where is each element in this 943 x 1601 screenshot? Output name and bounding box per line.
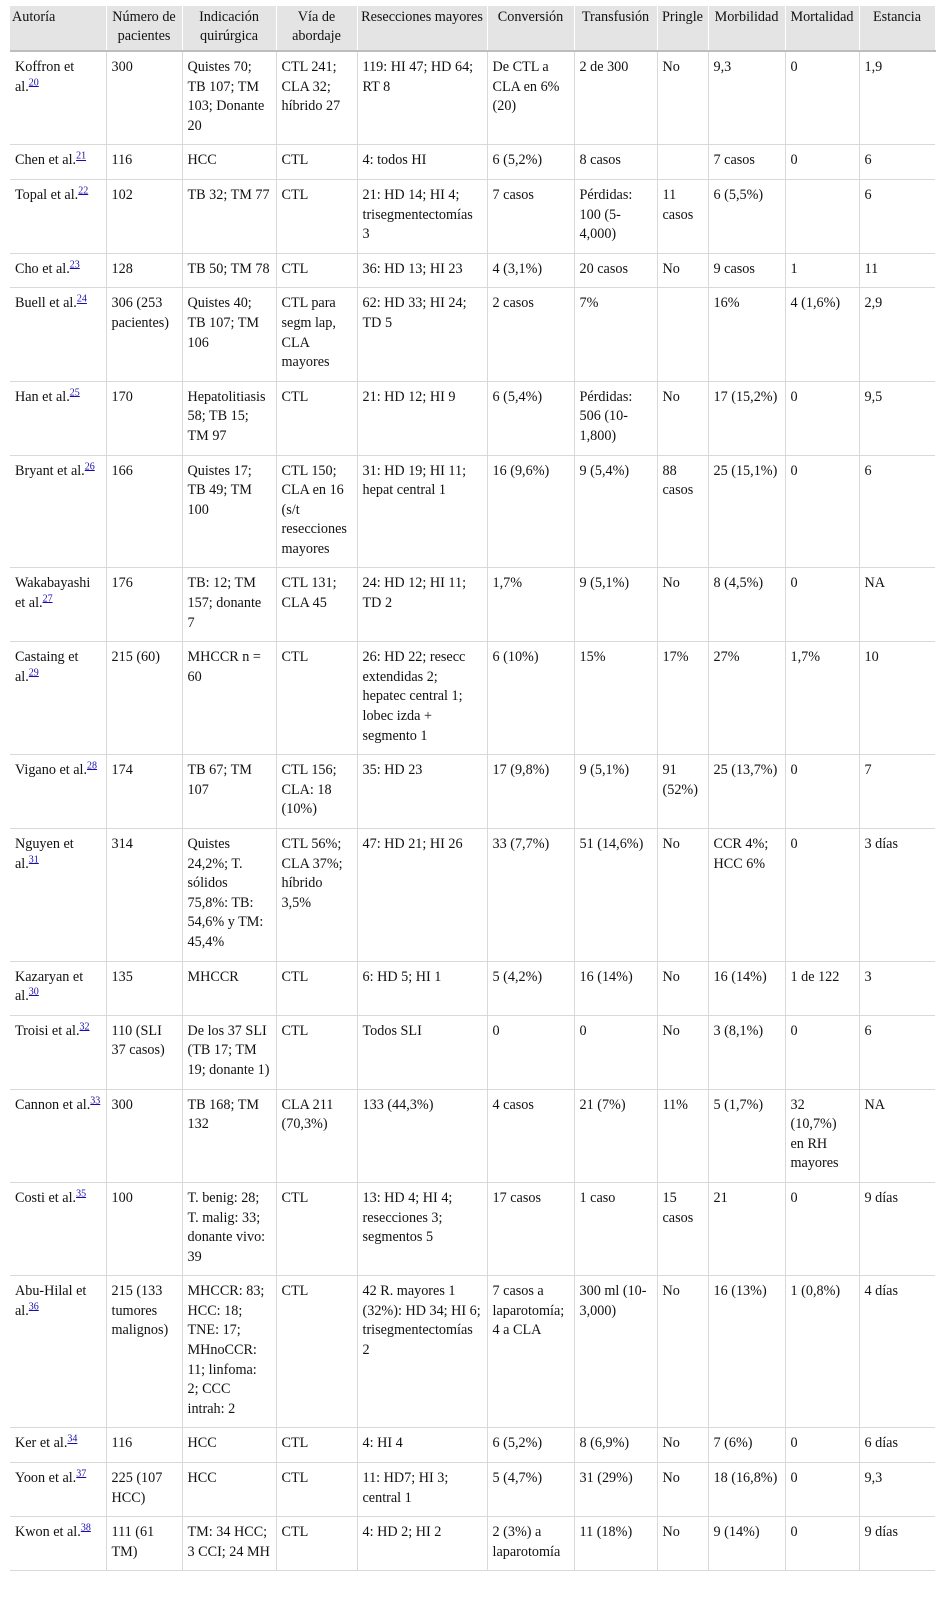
table-cell: No — [657, 1517, 708, 1571]
table-cell: 1,9 — [859, 51, 935, 145]
table-cell: 5 (4,2%) — [487, 961, 574, 1015]
table-cell: 6 — [859, 1015, 935, 1089]
table-cell: CTL para segm lap, CLA mayores — [276, 288, 357, 381]
table-cell: 2 de 300 — [574, 51, 657, 145]
table-cell: No — [657, 1463, 708, 1517]
table-cell: 7 (6%) — [708, 1428, 785, 1463]
table-cell: 11% — [657, 1089, 708, 1182]
table-cell: No — [657, 1276, 708, 1428]
author-cell — [10, 1463, 106, 1517]
table-cell: CTL — [276, 642, 357, 755]
table-cell: 9 (14%) — [708, 1517, 785, 1571]
table-cell: 88 casos — [657, 455, 708, 568]
table-cell: 21 — [708, 1182, 785, 1275]
table-cell: CTL — [276, 1463, 357, 1517]
table-cell: 36: HD 13; HI 23 — [357, 253, 487, 288]
table-cell: Todos SLI — [357, 1015, 487, 1089]
table-cell: 6 días — [859, 1428, 935, 1463]
table-cell: 47: HD 21; HI 26 — [357, 829, 487, 962]
table-cell: No — [657, 253, 708, 288]
table-row — [10, 253, 935, 288]
reference-link[interactable]: 37 — [76, 1468, 87, 1480]
table-cell: 91 (52%) — [657, 755, 708, 829]
table-cell: 5 (1,7%) — [708, 1089, 785, 1182]
table-cell: 13: HD 4; HI 4; resecciones 3; segmentos 5 — [357, 1182, 487, 1275]
table-cell: Quistes 17; TB 49; TM 100 — [182, 455, 276, 568]
author-name: Cho et al. — [15, 260, 70, 277]
table-cell: 6 (10%) — [487, 642, 574, 755]
table-cell: 6 (5,2%) — [487, 145, 574, 180]
table-cell: 1 (0,8%) — [785, 1276, 859, 1428]
table-cell: 1,7% — [487, 568, 574, 642]
author-cell — [10, 1428, 106, 1463]
table-cell: MHCCR — [182, 961, 276, 1015]
table-cell: No — [657, 51, 708, 145]
table-cell — [785, 179, 859, 253]
reference-link[interactable]: 21 — [76, 150, 87, 162]
author-name: Nguyen et al. — [15, 836, 74, 872]
table-cell: 0 — [785, 381, 859, 455]
table-cell: 21: HD 12; HI 9 — [357, 381, 487, 455]
table-cell: No — [657, 568, 708, 642]
table-cell: De los 37 SLI (TB 17; TM 19; donante 1) — [182, 1015, 276, 1089]
table-cell: 6 (5,2%) — [487, 1428, 574, 1463]
table-cell: 11 casos — [657, 179, 708, 253]
reference-link[interactable]: 35 — [76, 1188, 87, 1200]
table-cell: 0 — [487, 1015, 574, 1089]
author-cell — [10, 51, 106, 145]
author-name: Chen et al. — [15, 152, 77, 169]
author-cell — [10, 381, 106, 455]
author-cell — [10, 145, 106, 180]
table-cell: 1 de 122 — [785, 961, 859, 1015]
table-cell: CCR 4%; HCC 6% — [708, 829, 785, 962]
reference-link[interactable]: 29 — [28, 667, 39, 679]
table-row — [10, 961, 935, 1015]
author-name: Topal et al. — [15, 186, 79, 203]
table-cell: 133 (44,3%) — [357, 1089, 487, 1182]
table-cell: 4: todos HI — [357, 145, 487, 180]
table-cell: 33 (7,7%) — [487, 829, 574, 962]
table-row — [10, 51, 935, 145]
author-cell — [10, 829, 106, 962]
author-cell — [10, 755, 106, 829]
table-cell: 176 — [106, 568, 182, 642]
table-cell: 9 días — [859, 1517, 935, 1571]
table-cell: 5 (4,7%) — [487, 1463, 574, 1517]
table-row — [10, 1015, 935, 1089]
author-name: Wakabayashi et al. — [15, 575, 91, 612]
column-header: Autoría — [10, 6, 106, 51]
table-cell: 17 (15,2%) — [708, 381, 785, 455]
column-header: Indicación quirúrgica — [182, 6, 276, 51]
column-header: Vía de abordaje — [276, 6, 357, 51]
table-cell: 9 días — [859, 1182, 935, 1275]
table-cell: TB 32; TM 77 — [182, 179, 276, 253]
column-header: Estancia — [859, 6, 935, 51]
table-cell — [657, 288, 708, 381]
table-cell: 15 casos — [657, 1182, 708, 1275]
table-cell: 32 (10,7%) en RH mayores — [785, 1089, 859, 1182]
table-cell: 21: HD 14; HI 4; trisegmentectomías 3 — [357, 179, 487, 253]
table-cell: 31 (29%) — [574, 1463, 657, 1517]
table-cell: MHCCR n = 60 — [182, 642, 276, 755]
table-cell: 7 casos — [708, 145, 785, 180]
table-cell: 9 (5,1%) — [574, 755, 657, 829]
table-cell: 16 (14%) — [708, 961, 785, 1015]
column-header: Morbilidad — [708, 6, 785, 51]
author-name: Kazaryan et al. — [15, 968, 84, 1005]
table-cell: 2 casos — [487, 288, 574, 381]
reference-link[interactable]: 23 — [69, 259, 80, 271]
author-name: Ker et al. — [15, 1435, 68, 1452]
table-cell: 16 (9,6%) — [487, 455, 574, 568]
reference-link[interactable]: 20 — [28, 76, 39, 88]
table-cell: 4: HD 2; HI 2 — [357, 1517, 487, 1571]
table-cell: 18 (16,8%) — [708, 1463, 785, 1517]
reference-link[interactable]: 26 — [84, 460, 95, 472]
table-row — [10, 642, 935, 755]
table-cell: 0 — [785, 1015, 859, 1089]
table-cell: 0 — [785, 829, 859, 962]
table-cell: NA — [859, 1089, 935, 1182]
table-cell: Quistes 70; TB 107; TM 103; Donante 20 — [182, 51, 276, 145]
table-cell: 6 — [859, 179, 935, 253]
table-cell: 4 (1,6%) — [785, 288, 859, 381]
table-cell: 0 — [785, 1517, 859, 1571]
table-cell: TB 50; TM 78 — [182, 253, 276, 288]
table-cell: 11 (18%) — [574, 1517, 657, 1571]
table-row — [10, 455, 935, 568]
table-body — [10, 51, 935, 1571]
author-name: Han et al. — [15, 388, 70, 405]
table-cell: 0 — [785, 145, 859, 180]
table-cell: 116 — [106, 145, 182, 180]
table-cell: 0 — [785, 755, 859, 829]
table-cell: TB: 12; TM 157; donante 7 — [182, 568, 276, 642]
author-name: Cannon et al. — [15, 1096, 91, 1113]
table-cell: 9 (5,1%) — [574, 568, 657, 642]
table-header — [10, 6, 935, 51]
table-cell: CTL — [276, 145, 357, 180]
table-cell: 9,5 — [859, 381, 935, 455]
table-cell: 8 (6,9%) — [574, 1428, 657, 1463]
table-cell: 0 — [574, 1015, 657, 1089]
table-row — [10, 179, 935, 253]
table-row — [10, 1089, 935, 1182]
author-name: Costi et al. — [15, 1189, 77, 1206]
column-header: Resecciones mayores — [357, 6, 487, 51]
table-cell: 15% — [574, 642, 657, 755]
author-name: Bryant et al. — [15, 462, 85, 479]
reference-link[interactable]: 25 — [69, 386, 80, 398]
table-row — [10, 1517, 935, 1571]
column-header: Conversión — [487, 6, 574, 51]
table-cell: 17% — [657, 642, 708, 755]
table-row — [10, 829, 935, 962]
table-cell: 300 ml (10-3,000) — [574, 1276, 657, 1428]
table-cell: 300 — [106, 1089, 182, 1182]
table-cell: 0 — [785, 51, 859, 145]
table-cell: 9 casos — [708, 253, 785, 288]
reference-link[interactable]: 31 — [28, 853, 39, 865]
table-cell: Quistes 40; TB 107; TM 106 — [182, 288, 276, 381]
table-row — [10, 145, 935, 180]
table-row — [10, 1276, 935, 1428]
table-cell: CTL — [276, 1182, 357, 1275]
table-cell: CTL 150; CLA en 16 (s/t resecciones mayores — [276, 455, 357, 568]
table-cell: 8 casos — [574, 145, 657, 180]
table-cell: 102 — [106, 179, 182, 253]
author-name: Yoon et al. — [15, 1470, 77, 1487]
author-cell — [10, 961, 106, 1015]
table-cell: CLA 211 (70,3%) — [276, 1089, 357, 1182]
table-cell: 1 — [785, 253, 859, 288]
table-cell: TB 168; TM 132 — [182, 1089, 276, 1182]
table-cell: 166 — [106, 455, 182, 568]
table-cell: 0 — [785, 455, 859, 568]
table-cell: MHCCR: 83; HCC: 18; TNE: 17; MHnoCCR: 11; linfoma: 2; CCC intrah: 2 — [182, 1276, 276, 1428]
table-cell: CTL — [276, 1015, 357, 1089]
author-cell — [10, 1089, 106, 1182]
author-cell — [10, 1517, 106, 1571]
table-cell: No — [657, 381, 708, 455]
table-cell: De CTL a CLA en 6% (20) — [487, 51, 574, 145]
table-row — [10, 1463, 935, 1517]
table-cell: 1,7% — [785, 642, 859, 755]
table-cell: Quistes 24,2%; T. sólidos 75,8%: TB: 54,6% y TM: 45,4% — [182, 829, 276, 962]
reference-link[interactable]: 24 — [76, 293, 87, 305]
author-cell — [10, 642, 106, 755]
table-cell: 7 casos — [487, 179, 574, 253]
table-cell: T. benig: 28; T. malig: 33; donante vivo: 39 — [182, 1182, 276, 1275]
table-cell: 21 (7%) — [574, 1089, 657, 1182]
table-cell: 0 — [785, 1428, 859, 1463]
table-cell: 16% — [708, 288, 785, 381]
author-name: Buell et al. — [15, 295, 77, 312]
table-cell: 16 (13%) — [708, 1276, 785, 1428]
table-cell: 6 (5,5%) — [708, 179, 785, 253]
reference-link[interactable]: 28 — [87, 760, 98, 772]
table-cell: Hepatolitiasis 58; TB 15; TM 97 — [182, 381, 276, 455]
table-cell: TB 67; TM 107 — [182, 755, 276, 829]
table-cell: 174 — [106, 755, 182, 829]
reference-link[interactable]: 34 — [67, 1433, 78, 1445]
table-cell: CTL 156; CLA: 18 (10%) — [276, 755, 357, 829]
table-cell: 27% — [708, 642, 785, 755]
table-cell: CTL 56%; CLA 37%; híbrido 3,5% — [276, 829, 357, 962]
reference-link[interactable]: 27 — [42, 593, 53, 605]
table-cell: 17 casos — [487, 1182, 574, 1275]
table-cell: CTL 241; CLA 32; híbrido 27 — [276, 51, 357, 145]
table-cell: 6 — [859, 455, 935, 568]
column-header: Transfusión — [574, 6, 657, 51]
table-cell: 4 días — [859, 1276, 935, 1428]
table-cell: 31: HD 19; HI 11; hepat central 1 — [357, 455, 487, 568]
author-name: Koffron et al. — [15, 59, 75, 95]
table-cell: 300 — [106, 51, 182, 145]
reference-link[interactable]: 32 — [79, 1021, 90, 1033]
reference-link[interactable]: 22 — [78, 185, 89, 197]
table-cell: 4: HI 4 — [357, 1428, 487, 1463]
table-cell: 100 — [106, 1182, 182, 1275]
table-cell — [657, 145, 708, 180]
table-cell: 306 (253 pacientes) — [106, 288, 182, 381]
table-cell: 11 — [859, 253, 935, 288]
table-cell: 20 casos — [574, 253, 657, 288]
table-row — [10, 1428, 935, 1463]
table-cell: 111 (61 TM) — [106, 1517, 182, 1571]
author-cell — [10, 1276, 106, 1428]
header-row — [10, 6, 935, 51]
table-cell: 35: HD 23 — [357, 755, 487, 829]
table-cell: 24: HD 12; HI 11; TD 2 — [357, 568, 487, 642]
table-cell: 119: HI 47; HD 64; RT 8 — [357, 51, 487, 145]
table-cell: CTL — [276, 253, 357, 288]
table-cell: 10 — [859, 642, 935, 755]
author-name: Castaing et al. — [15, 649, 79, 685]
table-cell: 2 (3%) a laparotomía — [487, 1517, 574, 1571]
reference-link[interactable]: 33 — [90, 1094, 101, 1106]
table-cell: 25 (15,1%) — [708, 455, 785, 568]
table-cell: 9 (5,4%) — [574, 455, 657, 568]
reference-link[interactable]: 30 — [28, 986, 39, 998]
author-name: Abu-Hilal et al. — [15, 1283, 87, 1319]
table-cell: 6 (5,4%) — [487, 381, 574, 455]
table-cell: 11: HD7; HI 3; central 1 — [357, 1463, 487, 1517]
table-cell: HCC — [182, 145, 276, 180]
table-cell: CTL 131; CLA 45 — [276, 568, 357, 642]
table-cell: CTL — [276, 961, 357, 1015]
column-header: Pringle — [657, 6, 708, 51]
table-cell: No — [657, 1428, 708, 1463]
reference-link[interactable]: 36 — [28, 1301, 39, 1313]
table-cell: Pérdidas: 100 (5-4,000) — [574, 179, 657, 253]
table-cell: TM: 34 HCC; 3 CCI; 24 MH — [182, 1517, 276, 1571]
author-name: Troisi et al. — [15, 1022, 80, 1039]
table-cell: CTL — [276, 179, 357, 253]
table-cell: 26: HD 22; resecc extendidas 2; hepatec central 1; lobec izda + segmento 1 — [357, 642, 487, 755]
table-cell: 170 — [106, 381, 182, 455]
table-cell: 0 — [785, 1182, 859, 1275]
table-cell: 4 (3,1%) — [487, 253, 574, 288]
table-row — [10, 1182, 935, 1275]
table-cell: 3 — [859, 961, 935, 1015]
table-cell: 7% — [574, 288, 657, 381]
table-row — [10, 381, 935, 455]
author-cell — [10, 253, 106, 288]
column-header: Mortalidad — [785, 6, 859, 51]
table-cell: 3 días — [859, 829, 935, 962]
table-row — [10, 288, 935, 381]
author-cell — [10, 179, 106, 253]
table-cell: 7 — [859, 755, 935, 829]
table-cell: 16 (14%) — [574, 961, 657, 1015]
table-cell: No — [657, 829, 708, 962]
table-cell: 9,3 — [859, 1463, 935, 1517]
table-cell: CTL — [276, 1276, 357, 1428]
table-cell: 0 — [785, 1463, 859, 1517]
table-cell: 9,3 — [708, 51, 785, 145]
table-cell: 0 — [785, 568, 859, 642]
table-cell: 62: HD 33; HI 24; TD 5 — [357, 288, 487, 381]
table-cell: CTL — [276, 1428, 357, 1463]
author-cell — [10, 1182, 106, 1275]
table-cell: 215 (133 tumores malignos) — [106, 1276, 182, 1428]
author-cell — [10, 1015, 106, 1089]
author-name: Vigano et al. — [15, 762, 88, 779]
table-cell: 8 (4,5%) — [708, 568, 785, 642]
table-cell: 135 — [106, 961, 182, 1015]
table-cell: 1 caso — [574, 1182, 657, 1275]
column-header: Número de pacientes — [106, 6, 182, 51]
table-cell: 6: HD 5; HI 1 — [357, 961, 487, 1015]
table-cell: 25 (13,7%) — [708, 755, 785, 829]
table-row — [10, 755, 935, 829]
table-cell: 314 — [106, 829, 182, 962]
table-cell: HCC — [182, 1463, 276, 1517]
table-row — [10, 568, 935, 642]
table-cell: 17 (9,8%) — [487, 755, 574, 829]
table-cell: CTL — [276, 1517, 357, 1571]
author-cell — [10, 455, 106, 568]
author-cell — [10, 568, 106, 642]
laparoscopic-liver-resection-table — [10, 6, 936, 1571]
table-cell: NA — [859, 568, 935, 642]
table-cell: 110 (SLI 37 casos) — [106, 1015, 182, 1089]
table-cell: CTL — [276, 381, 357, 455]
reference-link[interactable]: 38 — [80, 1522, 91, 1534]
table-cell: HCC — [182, 1428, 276, 1463]
table-cell: Pérdidas: 506 (10-1,800) — [574, 381, 657, 455]
table-cell: 215 (60) — [106, 642, 182, 755]
author-cell — [10, 288, 106, 381]
table-cell: 6 — [859, 145, 935, 180]
table-cell: 7 casos a laparotomía; 4 a CLA — [487, 1276, 574, 1428]
table-cell: 225 (107 HCC) — [106, 1463, 182, 1517]
table-cell: 4 casos — [487, 1089, 574, 1182]
table-cell: 128 — [106, 253, 182, 288]
table-cell: 116 — [106, 1428, 182, 1463]
table-cell: 42 R. mayores 1 (32%): HD 34; HI 6; trisegmentectomías 2 — [357, 1276, 487, 1428]
table-cell: No — [657, 1015, 708, 1089]
table-cell: No — [657, 961, 708, 1015]
author-name: Kwon et al. — [15, 1524, 81, 1541]
table-cell: 3 (8,1%) — [708, 1015, 785, 1089]
table-cell: 51 (14,6%) — [574, 829, 657, 962]
table-cell: 2,9 — [859, 288, 935, 381]
